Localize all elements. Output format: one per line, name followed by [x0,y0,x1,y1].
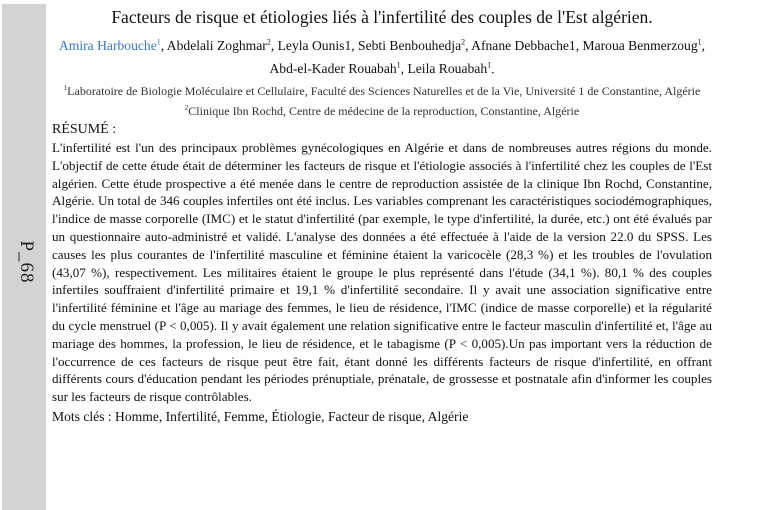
affiliation-2: $^2$Clinique Ibn Rochd, Centre de médecine de la reproduction, Constantine, Algérie [184,104,580,119]
author-rest-0: , Abdelali Zoghmar$^2$ [160,37,271,53]
page-code-label: P_68 [16,240,37,284]
author-rest-5: . [491,61,495,77]
author-list [52,32,712,79]
affiliation-1: $^1$Laboratoire de Biologie Moléculaire et Cellulaire, Faculté des Sciences Naturelles et de la Vie, Université 1 de Constantine, Algérie [63,84,701,99]
paper-title: Facteurs de risque et étiologies liés à l'infertilité des couples de l'Est algérien. [111,7,653,27]
author-rest-4: , Leila Rouabah$^1$ [400,60,492,77]
author-first[interactable]: Amira Harbouche$^1$ [58,37,161,53]
author-rest-1: , Leyla Ounis1, Sebti Benbouhedja$^2$ [270,37,466,53]
paper-content [52,5,712,426]
abstract-text: L'infertilité est l'un des principaux problèmes gynécologiques en Algérie et dans de nombreuses autres régions du monde. L'objectif de cette étude était de déterminer les facteurs de risque et l'étiologie associés à l'infertilité chez les couples de l'Est algérien. Cette étude prospective a été menée dans le centre de reproduction assistée de la clinique Ibn Rochd, Constantine, Algérie. Un total de 346 couples infertiles ont été inclus. Les variables comprenant les caractéristiques sociodémographiques, l'indice de masse corporelle (IMC) et le statut d'infertilité (par exemple, le type d'infertilité, la durée, etc.) ont été évalués par un questionnaire auto-administré et validé. L'analyse des données a été effectuée à l'aide de la version 22.0 du SPSS. Les causes les plus courantes de l'infertilité masculine et féminine étaient la varicocèle (28,3 %) et les troubles de l'ovulation (43,07 %), respectivement. Les militaires étaient le groupe le plus représenté dans l'étude (34,1 %). 80,1 % des couples infertiles souffraient d'infertilité primaire et 19,1 % d'infertilité secondaire. Il y avait une association significative entre l'infertilité féminine et l'âge au mariage des femmes, le lieu de résidence, l'IMC (indice de masse corporelle) et la régularité du cycle menstruel (P < 0,005). Il y avait également une relation significative entre le facteur masculin d'infertilité et, l'âge au mariage des hommes, la profession, le lieu de résidence, et le tabagisme (P < 0,005).Un pas important vers la réduction de l'occurrence de ces facteurs de risque peut être fait, étant donné les différents facteurs de risque d'infertilité, en offrant différents cours d'éducation pendant les périodes prénuptiale, prénatale, de grossesse et postnatale afin d'informer les couples sur les facteurs de risque contrôlables. [52,140,712,405]
keywords: Mots clés : Homme, Infertilité, Femme, Étiologie, Facteur de risque, Algérie [52,409,469,425]
side-strip [2,4,46,510]
author-rest-2: , Afnane Debbache1, Maroua Benmerzoug$^1$ [465,37,702,53]
author-rest-3: , Abd-el-Kader Rouabah$^1$ [269,37,706,77]
resume-heading: RÉSUMÉ : [52,122,117,138]
